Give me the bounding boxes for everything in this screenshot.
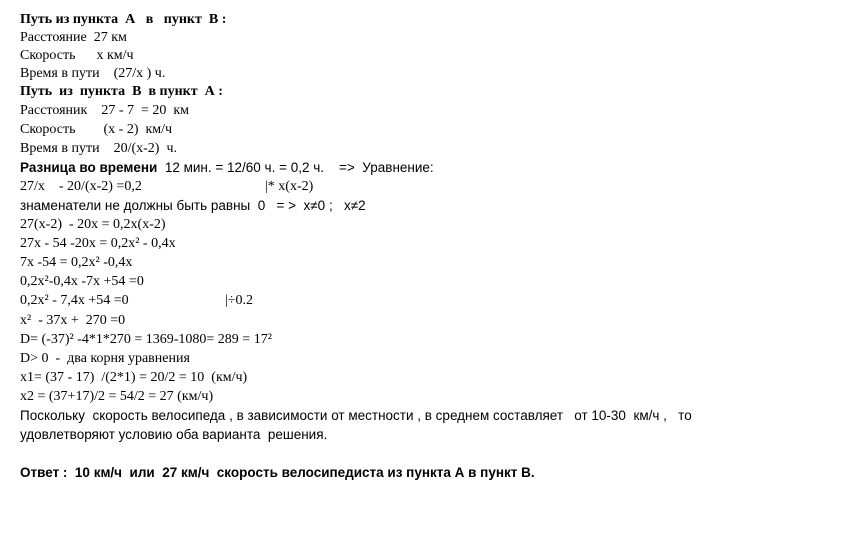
- time-b-to-a: Время в пути 20/(х-2) ч.: [20, 141, 177, 156]
- step-5: 0,2х² - 7,4х +54 =0: [20, 293, 129, 308]
- speed-b-to-a: Скорость (х - 2) км/ч: [20, 122, 173, 137]
- step-1: 27(х-2) - 20х = 0,2х(х-2): [20, 217, 166, 232]
- equation-line: [20, 178, 142, 196]
- step-3: 7х -54 = 0,2х² -0,4х: [20, 255, 133, 270]
- final-answer: Ответ : 10 км/ч или 27 км/ч скорость велосипедиста из пункта А в пункт В.: [20, 465, 535, 480]
- time-difference-value: 12 мин. = 12/60 ч. = 0,2 ч. => Уравнение:: [157, 160, 434, 175]
- distance-b-to-a: Расстояник 27 - 7 = 20 км: [20, 103, 190, 118]
- distance-a-to-b: Расстояние 27 км: [20, 30, 127, 45]
- time-difference-label: Разница во времени: [20, 160, 158, 175]
- root-2: х2 = (37+17)/2 = 54/2 = 27 (км/ч): [20, 389, 214, 404]
- conclusion-line-2: удовлетворяют условию оба варианта решения.: [20, 427, 328, 442]
- step-5-divisor: |÷0.2: [225, 293, 253, 308]
- time-difference-line: [20, 159, 434, 178]
- equation-multiplier: |* х(х-2): [265, 179, 314, 194]
- conclusion-line-1: Поскольку скорость велосипеда , в зависимости от местности , в среднем составляет от 10-30 км/ч , то: [20, 408, 692, 423]
- speed-a-to-b: Скорость х км/ч: [20, 48, 134, 63]
- heading-b-to-a: Путь из пункта В в пункт А :: [20, 84, 223, 99]
- heading-a-to-b: Путь из пункта А в пункт В :: [20, 12, 227, 27]
- root-1: х1= (37 - 17) /(2*1) = 20/2 = 10 (км/ч): [20, 370, 248, 385]
- step-4: 0,2х²-0,4х -7х +54 =0: [20, 274, 144, 289]
- equation: 27/х - 20/(х-2) =0,2: [20, 179, 142, 194]
- discriminant: D= (-37)² -4*1*270 = 1369-1080= 289 = 17²: [20, 332, 272, 347]
- discriminant-note: D> 0 - два корня уравнения: [20, 351, 190, 366]
- time-a-to-b: Время в пути (27/х ) ч.: [20, 66, 166, 81]
- step-2: 27х - 54 -20х = 0,2х² - 0,4х: [20, 236, 176, 251]
- denominator-note: знаменатели не должны быть равны 0 = > х≠0 ; х≠2: [20, 198, 366, 213]
- step-6: х² - 37х + 270 =0: [20, 313, 126, 328]
